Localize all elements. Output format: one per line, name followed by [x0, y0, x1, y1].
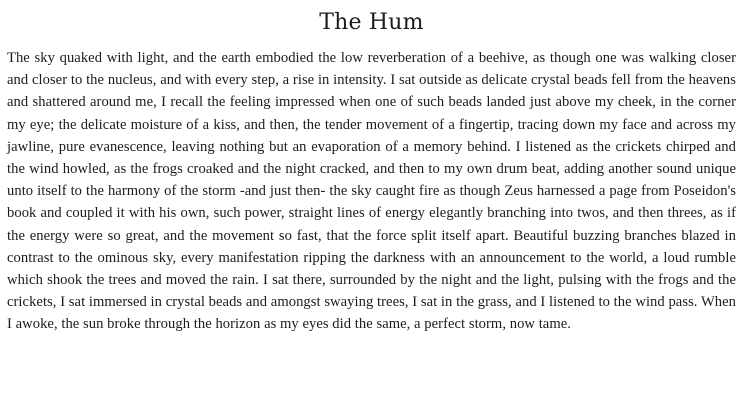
document-title: The Hum — [319, 10, 424, 35]
document-paragraph: The sky quaked with light, and the earth embodied the low reverberation of a beehive, as though one was walking closer and closer to the nucleus, and with every step, a rise in intensity. I sat outside as delicate crystal beads fell from the heavens and shattered around me, I recall the feeling impressed when one of such beads landed just above my cheek, in the corner my eye; the delicate moisture of a kiss, and then, the tender movement of a fingertip, tracing down my face and across my jawline, pure evanescence, leaving nothing but an evaporation of a memory behind. I listened as the crickets chirped and the wind howled, as the frogs croaked and the night cracked, and then to my own drum beat, adding another sound unique unto itself to the harmony of the storm -and just then- the sky caught fire as though Zeus harnessed a page from Poseidon's book and coupled it with his own, such power, straight lines of energy elegantly branching into twos, and then threes, as if the energy were so great, and the movement so fast, that the force split itself apart. Beautiful buzzing branches blazed in contrast to the ominous sky, every manifestation ripping the darkness with an announcement to the world, a loud rumble which shook the trees and moved the rain. I sat there, surrounded by the night and the light, pulsing with the frogs and the crickets, I sat immersed in crystal beads and amongst swaying trees, I sat in the grass, and I listened to the wind pass. When I awoke, the sun broke through the horizon as my eyes did the same, a perfect storm, now tame. — [7, 50, 736, 333]
